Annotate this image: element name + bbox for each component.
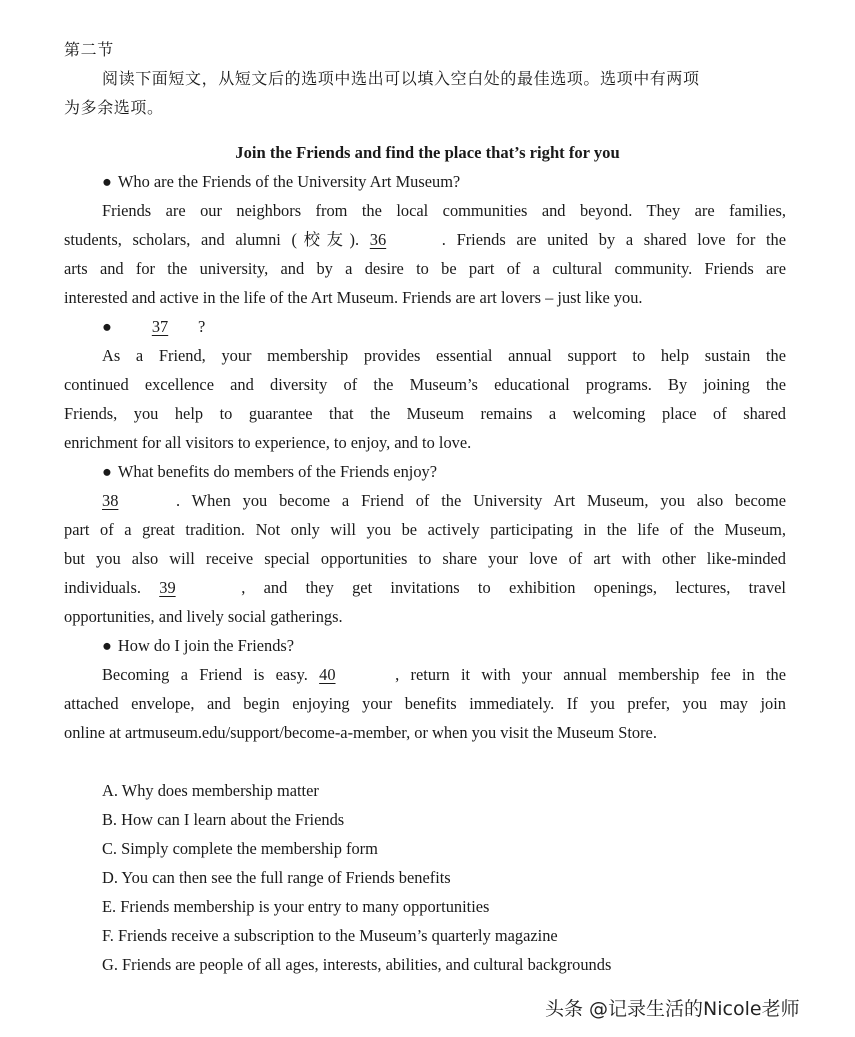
question-heading-4 xyxy=(102,636,786,656)
p4-line-1-start: Becoming a Friend is easy. xyxy=(102,665,308,684)
paragraph-1-line-2 xyxy=(64,230,786,250)
blank-36: 36 xyxy=(369,230,387,249)
heading-1-text: Who are the Friends of the University Art Museum? xyxy=(117,172,461,191)
option-d: D. You can then see the full range of Friends benefits xyxy=(102,868,451,887)
p3-line-1-end: . When you become a Friend of the University Art Museum, you also become xyxy=(176,491,786,510)
paragraph-3-line-1 xyxy=(102,491,786,511)
paragraph-2-line-1: As a Friend, your membership provides essential annual support to help sustain the xyxy=(102,346,786,365)
paragraph-1-line-3: arts and for the university, and by a desire to be part of a cultural community. Friends are xyxy=(64,259,786,278)
bullet-icon: ● xyxy=(102,636,112,655)
paragraph-1-line-4: interested and active in the life of the Art Museum. Friends are art lovers – just like you. xyxy=(64,288,643,307)
question-heading-3 xyxy=(102,462,786,482)
watermark: 头条 @记录生活的Nicole老师 xyxy=(545,998,800,1020)
option-b: B. How can I learn about the Friends xyxy=(102,810,345,829)
instructions-line-1: 阅读下面短文，从短文后的选项中选出可以填入空白处的最佳选项。选项中有两项 xyxy=(102,69,700,88)
p1-line-2-start: students, scholars, and alumni (校友). xyxy=(64,230,360,249)
p4-line-1-end: , return it with your annual membership fee in the xyxy=(395,665,786,684)
p1-line-2-end: . Friends are united by a shared love for the xyxy=(441,230,786,249)
p3-line-4-start: individuals. xyxy=(64,578,141,597)
paragraph-2-line-2: continued excellence and diversity of the Museum’s educational programs. By joining the xyxy=(64,375,786,394)
blank-40: 40 xyxy=(319,665,336,684)
passage-title: Join the Friends and find the place that’s right for you xyxy=(235,143,620,162)
heading-4-text: How do I join the Friends? xyxy=(117,636,295,655)
paragraph-2-line-3: Friends, you help to guarantee that the Museum remains a welcoming place of shared xyxy=(64,404,786,423)
heading-2-suffix: ? xyxy=(198,317,206,336)
paragraph-2-line-4: enrichment for all visitors to experience, to enjoy, and to love. xyxy=(64,433,472,452)
bullet-icon: ● xyxy=(102,317,112,336)
section-heading: 第二节 xyxy=(64,40,114,59)
question-heading-1 xyxy=(102,172,786,192)
bullet-icon: ● xyxy=(102,462,112,481)
bullet-icon: ● xyxy=(102,172,112,191)
instructions-line-2: 为多余选项。 xyxy=(64,98,164,117)
paragraph-4-line-2: attached envelope, and begin enjoying your benefits immediately. If you prefer, you may join xyxy=(64,694,786,713)
blank-37: 37 xyxy=(151,317,169,336)
option-g: G. Friends are people of all ages, interests, abilities, and cultural backgrounds xyxy=(102,955,612,974)
question-heading-2 xyxy=(102,317,786,337)
option-f: F. Friends receive a subscription to the Museum’s quarterly magazine xyxy=(102,926,558,945)
option-e: E. Friends membership is your entry to many opportunities xyxy=(102,897,490,916)
paragraph-3-line-3: but you also will receive special opportunities to share your love of art with other like-minded xyxy=(64,549,786,568)
paragraph-1-line-1: Friends are our neighbors from the local communities and beyond. They are families, xyxy=(102,201,786,220)
option-c: C. Simply complete the membership form xyxy=(102,839,378,858)
blank-38: 38 xyxy=(102,491,119,510)
option-a: A. Why does membership matter xyxy=(102,781,319,800)
p3-line-4-end: , and they get invitations to exhibition openings, lectures, travel xyxy=(241,578,786,597)
blank-39: 39 xyxy=(159,578,176,597)
paragraph-4-line-1 xyxy=(102,665,786,685)
heading-3-text: What benefits do members of the Friends enjoy? xyxy=(117,462,437,481)
paragraph-3-line-5: opportunities, and lively social gatherings. xyxy=(64,607,343,626)
paragraph-3-line-2: part of a great tradition. Not only will you be actively participating in the life of the Museum, xyxy=(64,520,786,539)
paragraph-3-line-4 xyxy=(64,578,786,598)
paragraph-4-line-3: online at artmuseum.edu/support/become-a-member, or when you visit the Museum Store. xyxy=(64,723,657,742)
